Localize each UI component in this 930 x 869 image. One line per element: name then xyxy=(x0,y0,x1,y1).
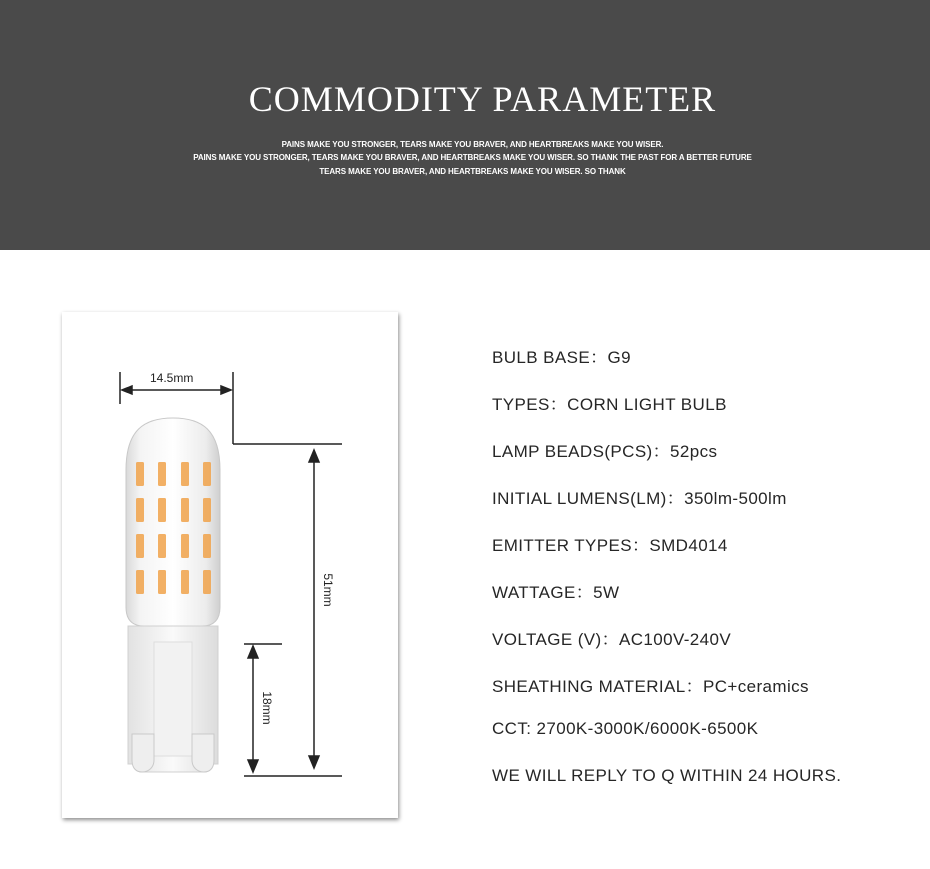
banner-subtitle-line: PAINS MAKE YOU STRONGER, TEARS MAKE YOU BRAVER, AND HEARTBREAKS MAKE YOU WISER. SO THANK THE PAST FOR A BETTER FUTURE xyxy=(193,153,752,162)
led-chip xyxy=(181,534,189,558)
bulb-dimension-figure xyxy=(62,312,398,818)
led-chip xyxy=(158,534,166,558)
spec-voltage: VOLTAGE (V)：AC100V-240V xyxy=(492,630,732,649)
spec-bulb-base: BULB BASE：G9 xyxy=(492,348,631,367)
banner-subtitle-line: PAINS MAKE YOU STRONGER, TEARS MAKE YOU BRAVER, AND HEARTBREAKS MAKE YOU WISER. xyxy=(281,140,664,149)
spec-lamp-beads: LAMP BEADS(PCS)：52pcs xyxy=(492,442,718,461)
led-chip xyxy=(203,462,211,486)
spec-cct: CCT: 2700K-3000K/6000K-6500K xyxy=(492,719,759,738)
spec-reply-note: WE WILL REPLY TO Q WITHIN 24 HOURS. xyxy=(492,766,842,785)
led-chip xyxy=(203,498,211,522)
led-chip xyxy=(158,570,166,594)
height-label: 51mm xyxy=(321,573,335,607)
led-chip xyxy=(203,570,211,594)
spec-initial-lumens: INITIAL LUMENS(LM)：350lm-500lm xyxy=(492,489,787,508)
page-title: COMMODITY PARAMETER xyxy=(248,79,717,119)
led-chip xyxy=(181,498,189,522)
led-chip xyxy=(158,498,166,522)
bulb-illustration xyxy=(126,418,220,772)
spec-sheathing-material: SHEATHING MATERIAL：PC+ceramics xyxy=(492,677,809,696)
base-length-label: 18mm xyxy=(260,691,274,725)
led-chip xyxy=(136,462,144,486)
led-chip xyxy=(136,498,144,522)
header-banner xyxy=(0,0,930,250)
spec-types: TYPES：CORN LIGHT BULB xyxy=(492,395,727,414)
bulb-diagram xyxy=(62,312,398,818)
led-chip xyxy=(203,534,211,558)
banner-subtitle-line: TEARS MAKE YOU BRAVER, AND HEARTBREAKS MAKE YOU WISER. SO THANK xyxy=(319,167,626,176)
led-chip xyxy=(136,534,144,558)
spec-emitter-types: EMITTER TYPES：SMD4014 xyxy=(492,536,728,555)
led-chip xyxy=(136,570,144,594)
width-label: 14.5mm xyxy=(150,371,194,385)
height-dimension xyxy=(244,450,342,776)
spec-wattage: WATTAGE：5W xyxy=(492,583,620,602)
led-chip xyxy=(158,462,166,486)
led-chip xyxy=(181,570,189,594)
led-chip xyxy=(181,462,189,486)
